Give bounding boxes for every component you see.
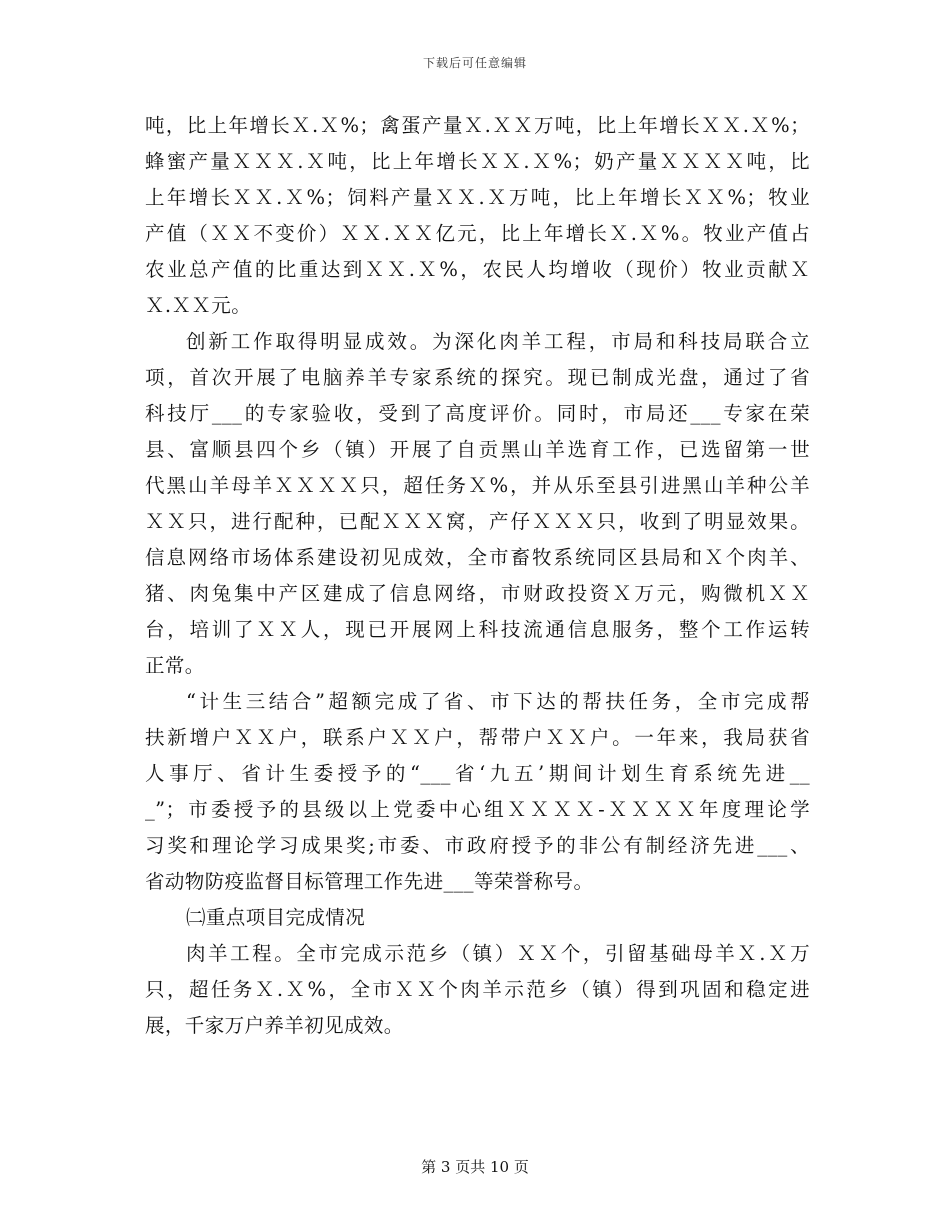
- body-line: 项，首次开展了电脑养羊专家系统的探究。现已制成光盘，通过了省: [145, 366, 810, 389]
- section-heading: ㈡重点项目完成情况: [186, 906, 366, 929]
- body-line: 县、富顺县四个乡（镇）开展了自贡黑山羊选育工作，已选留第一世: [145, 438, 810, 461]
- body-line: 信息网络市场体系建设初见成效，全市畜牧系统同区县局和Ｘ个肉羊、: [145, 546, 810, 569]
- body-line: 扶新增户ＸＸ户，联系户ＸＸ户，帮带户ＸＸ户。一年来，我局获省: [145, 726, 810, 749]
- body-line: 蜂蜜产量ＸＸＸ.Ｘ吨，比上年增长ＸＸ.Ｘ%；奶产量ＸＸＸＸ吨，比: [145, 150, 810, 173]
- body-line: Ｘ.ＸＸ元。: [145, 294, 252, 317]
- document-body: [145, 108, 810, 1044]
- page-header-note: 下载后可任意编辑: [422, 56, 527, 70]
- body-line: 代黑山羊母羊ＸＸＸＸ只，超任务Ｘ%，并从乐至县引进黑山羊种公羊: [145, 474, 810, 497]
- paragraph-first-line: “计生三结合”超额完成了省、市下达的帮扶任务，全市完成帮: [186, 690, 810, 713]
- body-line: 吨，比上年增长Ｘ.Ｘ%；禽蛋产量Ｘ.ＸＸ万吨，比上年增长ＸＸ.Ｘ%；: [145, 114, 810, 137]
- body-line: 上年增长ＸＸ.Ｘ%；饲料产量ＸＸ.Ｘ万吨，比上年增长ＸＸ%；牧业: [145, 186, 810, 209]
- paragraph-first-line: 创新工作取得明显成效。为深化肉羊工程，市局和科技局联合立: [186, 330, 810, 353]
- body-line: 台，培训了ＸＸ人，现已开展网上科技流通信息服务，整个工作运转: [145, 618, 810, 641]
- body-line: 人事厅、省计生委授予的“___省‘九五’期间计划生育系统先进__: [145, 762, 810, 785]
- body-line: 只，超任务Ｘ.Ｘ%，全市ＸＸ个肉羊示范乡（镇）得到巩固和稳定进: [145, 978, 810, 1001]
- body-line: 农业总产值的比重达到ＸＸ.Ｘ%，农民人均增收（现价）牧业贡献Ｘ: [145, 258, 810, 281]
- body-line: 猪、肉兔集中产区建成了信息网络，市财政投资Ｘ万元，购微机ＸＸ: [145, 582, 810, 605]
- body-line: 正常。: [145, 654, 205, 677]
- body-line: 科技厅___的专家验收，受到了高度评价。同时，市局还___专家在荣: [145, 402, 810, 425]
- body-line: 习奖和理论学习成果奖;市委、市政府授予的非公有制经济先进___、: [145, 834, 810, 857]
- paragraph-first-line: 肉羊工程。全市完成示范乡（镇）ＸＸ个，引留基础母羊Ｘ.Ｘ万: [186, 942, 810, 965]
- page-footer-page-number: 第 3 页共 10 页: [421, 1158, 529, 1176]
- body-line: 产值（ＸＸ不变价）ＸＸ.ＸＸ亿元，比上年增长Ｘ.Ｘ%。牧业产值占: [145, 222, 810, 245]
- body-line: ＸＸ只，进行配种，已配ＸＸＸ窝，产仔ＸＸＸ只，收到了明显效果。: [145, 510, 810, 533]
- body-line: 展，千家万户养羊初见成效。: [145, 1014, 404, 1037]
- body-line: 省动物防疫监督目标管理工作先进___等荣誉称号。: [145, 870, 594, 893]
- body-line: _”；市委授予的县级以上党委中心组ＸＸＸＸ-ＸＸＸＸ年度理论学: [145, 798, 810, 821]
